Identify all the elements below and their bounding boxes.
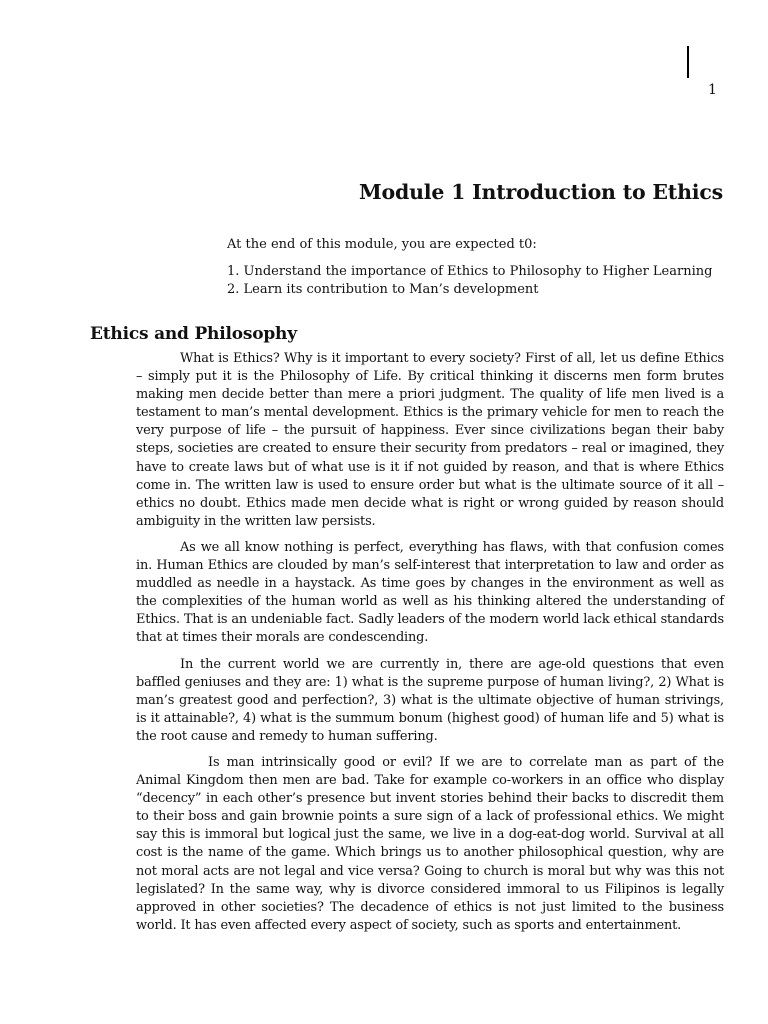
learning-objectives — [227, 236, 727, 299]
objectives-list: 1. Understand the importance of Ethics to Philosophy to Higher Learning 2. Learn its contribution to Man’s development — [227, 264, 713, 297]
header-rule — [687, 46, 689, 78]
objectives-intro: At the end of this module, you are expected t0: — [227, 237, 537, 252]
section-body — [136, 350, 724, 943]
body-paragraph: As we all know nothing is perfect, everything has flaws, with that confusion comes in. Human Ethics are clouded by man’s self-interest that interpretation to law and order as muddled as needle in a haystack. As time goes by changes in the environment as well as the complexities of the human world as well as his thinking altered the understanding of Ethics. That is an undeniable fact. Sadly leaders of the modern world lack ethical standards that at times their morals are condescending. — [136, 539, 724, 646]
body-paragraph: What is Ethics? Why is it important to every society? First of all, let us define Ethics – simply put it is the Philosophy of Life. By critical thinking it discerns men form brutes making men decide better than mere a priori judgment. The quality of life men lived is a testament to man’s mental development. Ethics is the primary vehicle for men to reach the very purpose of life – the pursuit of happiness. Ever since civilizations began their baby steps, societies are created to ensure their security from predators – real or imagined, they have to create laws but of what use is it if not guided by reason, and that is where Ethics come in. The written law is used to ensure order but what is the ultimate source of it all – ethics no doubt. Ethics made men decide what is right or wrong guided by reason should ambiguity in the written law persists. — [136, 351, 724, 529]
section-heading: Ethics and Philosophy — [90, 324, 297, 344]
body-paragraph: Is man intrinsically good or evil? If we are to correlate man as part of the Animal Kingdom then men are bad. Take for example co-workers in an office who display “decency” in each other’s presence but invent stories behind their backs to discredit them to their boss and gain brownie points a sure sign of a lack of professional ethics. We might say this is immoral but logical just the same, we live in a dog-eat-dog world. Survival at all cost is the name of the game. Which brings us to another philosophical question, why are not moral acts are not legal and vice versa? Going to church is moral but why was this not legislated? In the same way, why is divorce considered immoral to us Filipinos is legally approved in other societies? The decadence of ethics is not just limited to the business world. It has even affected every aspect of society, such as sports and entertainment. — [136, 754, 724, 933]
module-title: Module 1 Introduction to Ethics — [359, 180, 723, 204]
page-number: 1 — [708, 82, 717, 98]
body-paragraph: In the current world we are currently in, there are age-old questions that even baffled geniuses and they are: 1) what is the supreme purpose of human living?, 2) What is man’s greatest good and perfection?, 3) what is the ultimate objective of human strivings, is it attainable?, 4) what is the summum bonum (highest good) of human life and 5) what is the root cause and remedy to human suffering. — [136, 656, 724, 744]
